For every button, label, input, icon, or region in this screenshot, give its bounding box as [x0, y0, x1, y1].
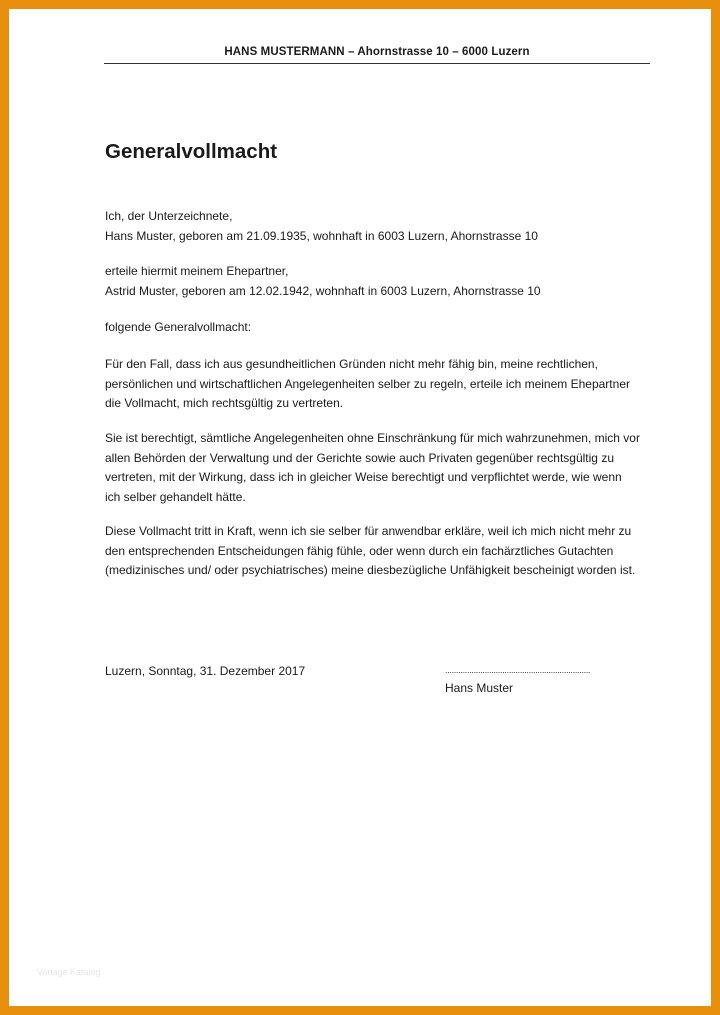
letterhead: HANS MUSTERMANN – Ahornstrasse 10 – 6000 Luzern: [224, 46, 530, 58]
intro-line: folgende Generalvollmacht:: [105, 320, 252, 334]
document-title: Generalvollmacht: [105, 140, 278, 163]
paragraph-line: Sie ist berechtigt, sämtliche Angelegenheiten ohne Einschränkung für mich wahrzunehmen, mich vor: [105, 431, 640, 445]
paragraph-line: allen Behörden der Verwaltung und der Gerichte sowie auch Privaten gegenüber rechtsgültig zu: [105, 450, 614, 465]
principal-line: Ich, der Unterzeichnete,: [105, 209, 233, 223]
signer-name: Hans Muster: [445, 681, 514, 695]
paragraph-line: vertreten, mit der Wirkung, dass ich in gleicher Weise berechtigt und verpflichtet werde, wie wenn: [105, 470, 622, 484]
paragraph-line: ich selber gehandelt hätte.: [105, 489, 246, 504]
grant-block: [105, 262, 541, 301]
paragraph-line: die Vollmacht, mich rechtsgültig zu vertreten.: [105, 396, 344, 410]
place-date: Luzern, Sonntag, 31. Dezember 2017: [105, 664, 306, 678]
paragraph-authority: [105, 429, 640, 507]
principal-block: [105, 207, 538, 246]
document-page: [9, 9, 711, 1006]
paragraph-line: Für den Fall, dass ich aus gesundheitlichen Gründen nicht mehr fähig bin, meine rechtlichen,: [105, 357, 598, 371]
paragraph-scope: [105, 355, 630, 414]
paragraph-line: den entsprechenden Entscheidungen fähig fühle, oder wenn durch ein fachärztliches Gutachten: [105, 543, 614, 558]
header-divider: [104, 63, 650, 64]
watermark: Vorlage Katalog: [37, 967, 101, 977]
paragraph-line: Diese Vollmacht tritt in Kraft, wenn ich sie selber für anwendbar erkläre, weil ich mich nicht mehr zu: [105, 524, 632, 538]
principal-details: Hans Muster, geboren am 21.09.1935, wohnhaft in 6003 Luzern, Ahornstrasse 10: [105, 228, 538, 243]
paragraph-line: (medizinisches und/ oder psychiatrisches) meine diesbezügliche Unfähigkeit bescheinigt worden ist.: [105, 563, 636, 577]
agent-details: Astrid Muster, geboren am 12.02.1942, wohnhaft in 6003 Luzern, Ahornstrasse 10: [105, 283, 541, 298]
paragraph-effect: [105, 522, 635, 581]
signature-line: ..................................................................: [445, 665, 591, 675]
grant-line: erteile hiermit meinem Ehepartner,: [105, 264, 289, 278]
paragraph-line: persönlichen und wirtschaftlichen Angelegenheiten selber zu regeln, erteile ich meinem Ehepartner: [105, 376, 630, 391]
